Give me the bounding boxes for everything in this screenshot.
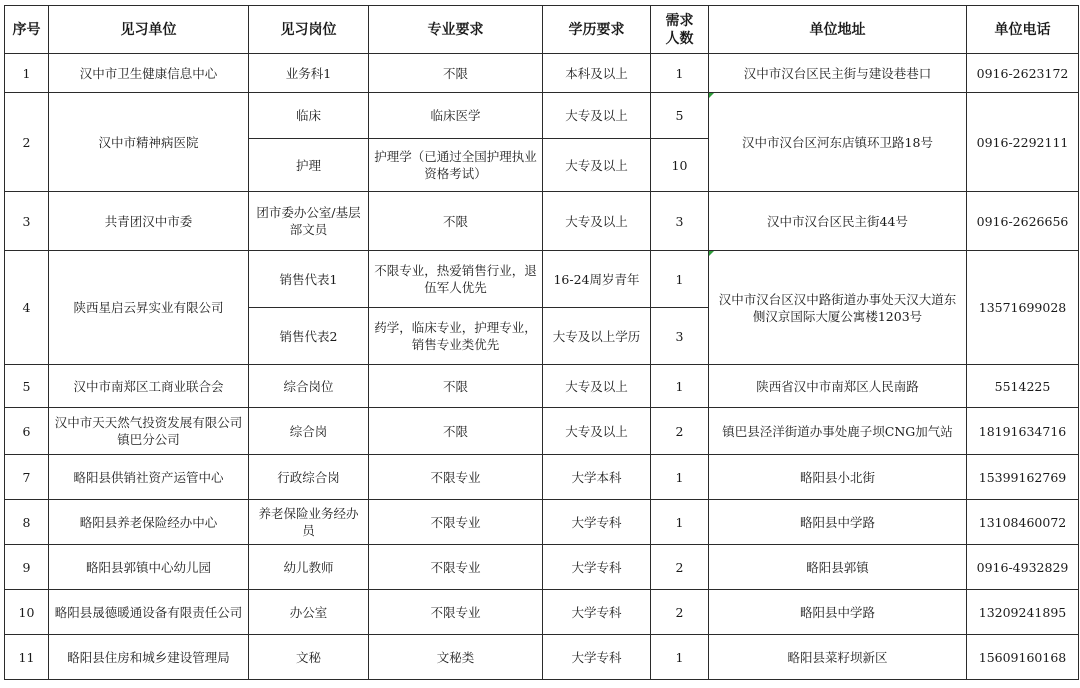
cell-major: 不限专业: [369, 455, 543, 500]
col-header-count: 需求人数: [651, 6, 709, 54]
cell-post: 销售代表1: [249, 251, 369, 308]
cell-no: 7: [5, 455, 49, 500]
cell-post: 团市委办公室/基层部文员: [249, 192, 369, 251]
cell-unit: 汉中市南郑区工商业联合会: [49, 365, 249, 408]
col-header-major: 专业要求: [369, 6, 543, 54]
cell-major: 文秘类: [369, 635, 543, 680]
cell-phone: 13108460072: [967, 500, 1079, 545]
cell-count: 3: [651, 192, 709, 251]
cell-count: 5: [651, 93, 709, 139]
cell-address: 汉中市汉台区民主街44号: [709, 192, 967, 251]
cell-post: 行政综合岗: [249, 455, 369, 500]
cell-phone: 0916-2626656: [967, 192, 1079, 251]
cell-major: 不限: [369, 192, 543, 251]
cell-address: 陕西省汉中市南郑区人民南路: [709, 365, 967, 408]
cell-count: 10: [651, 139, 709, 192]
cell-major: 不限专业: [369, 545, 543, 590]
cell-unit: 略阳县住房和城乡建设管理局: [49, 635, 249, 680]
cell-major: 护理学（已通过全国护理执业资格考试）: [369, 139, 543, 192]
cell-count: 2: [651, 408, 709, 455]
cell-major: 不限专业: [369, 500, 543, 545]
cell-address: 汉中市汉台区民主街与建设巷巷口: [709, 54, 967, 93]
table-row: [5, 408, 1079, 455]
cell-count: 1: [651, 455, 709, 500]
cell-post: 业务科1: [249, 54, 369, 93]
cell-phone: 0916-2623172: [967, 54, 1079, 93]
col-header-unit: 见习单位: [49, 6, 249, 54]
col-header-education: 学历要求: [543, 6, 651, 54]
cell-major: 临床医学: [369, 93, 543, 139]
cell-phone: 0916-4932829: [967, 545, 1079, 590]
col-header-no: 序号: [5, 6, 49, 54]
internship-table: [4, 5, 1079, 680]
cell-count: 1: [651, 251, 709, 308]
cell-no: 1: [5, 54, 49, 93]
cell-post: 幼儿教师: [249, 545, 369, 590]
table-row: [5, 455, 1079, 500]
cell-unit: 略阳县养老保险经办中心: [49, 500, 249, 545]
table-row: [5, 93, 1079, 139]
cell-no: 6: [5, 408, 49, 455]
cell-phone: 13209241895: [967, 590, 1079, 635]
cell-post: 综合岗: [249, 408, 369, 455]
cell-education: 大学专科: [543, 500, 651, 545]
col-header-phone: 单位电话: [967, 6, 1079, 54]
cell-post: 护理: [249, 139, 369, 192]
cell-phone: 18191634716: [967, 408, 1079, 455]
cell-education: 大学本科: [543, 455, 651, 500]
cell-phone: 15399162769: [967, 455, 1079, 500]
cell-count: 2: [651, 590, 709, 635]
cell-address: 汉中市汉台区河东店镇环卫路18号: [709, 93, 967, 192]
col-header-address: 单位地址: [709, 6, 967, 54]
cell-education: 大专及以上: [543, 139, 651, 192]
cell-count: 1: [651, 54, 709, 93]
cell-unit: 陕西星启云昇实业有限公司: [49, 251, 249, 365]
header-row: [5, 6, 1079, 54]
cell-count: 1: [651, 500, 709, 545]
cell-education: 大专及以上: [543, 93, 651, 139]
cell-major: 不限: [369, 408, 543, 455]
cell-unit: 略阳县郭镇中心幼儿园: [49, 545, 249, 590]
cell-education: 大专及以上: [543, 192, 651, 251]
cell-education: 大学专科: [543, 635, 651, 680]
cell-post: 养老保险业务经办员: [249, 500, 369, 545]
table-row: [5, 635, 1079, 680]
cell-post: 销售代表2: [249, 308, 369, 365]
cell-unit: 汉中市卫生健康信息中心: [49, 54, 249, 93]
cell-major: 不限专业，热爱销售行业，退伍军人优先: [369, 251, 543, 308]
cell-unit: 汉中市天天然气投资发展有限公司镇巴分公司: [49, 408, 249, 455]
cell-education: 大学专科: [543, 545, 651, 590]
cell-count: 2: [651, 545, 709, 590]
cell-major: 不限专业: [369, 590, 543, 635]
cell-unit: 汉中市精神病医院: [49, 93, 249, 192]
table-row: [5, 365, 1079, 408]
col-header-post: 见习岗位: [249, 6, 369, 54]
cell-education: 大专及以上: [543, 365, 651, 408]
cell-no: 5: [5, 365, 49, 408]
cell-no: 9: [5, 545, 49, 590]
cell-post: 临床: [249, 93, 369, 139]
cell-count: 3: [651, 308, 709, 365]
cell-address: 汉中市汉台区汉中路街道办事处天汉大道东侧汉京国际大厦公寓楼1203号: [709, 251, 967, 365]
cell-phone: 15609160168: [967, 635, 1079, 680]
cell-education: 16-24周岁青年: [543, 251, 651, 308]
cell-phone: 0916-2292111: [967, 93, 1079, 192]
table-row: [5, 251, 1079, 308]
cell-unit: 略阳县供销社资产运管中心: [49, 455, 249, 500]
cell-count: 1: [651, 365, 709, 408]
cell-no: 8: [5, 500, 49, 545]
cell-address: 略阳县中学路: [709, 590, 967, 635]
cell-no: 10: [5, 590, 49, 635]
table-row: [5, 54, 1079, 93]
cell-post: 综合岗位: [249, 365, 369, 408]
cell-post: 文秘: [249, 635, 369, 680]
table-row: [5, 192, 1079, 251]
table-row: [5, 500, 1079, 545]
table-row: [5, 590, 1079, 635]
cell-no: 3: [5, 192, 49, 251]
cell-no: 2: [5, 93, 49, 192]
cell-address: 略阳县郭镇: [709, 545, 967, 590]
cell-address: 略阳县小北街: [709, 455, 967, 500]
cell-unit: 共青团汉中市委: [49, 192, 249, 251]
cell-phone: 13571699028: [967, 251, 1079, 365]
cell-major: 不限: [369, 54, 543, 93]
table-row: [5, 545, 1079, 590]
cell-no: 11: [5, 635, 49, 680]
cell-address: 略阳县中学路: [709, 500, 967, 545]
cell-major: 不限: [369, 365, 543, 408]
cell-phone: 5514225: [967, 365, 1079, 408]
cell-education: 大专及以上学历: [543, 308, 651, 365]
cell-post: 办公室: [249, 590, 369, 635]
cell-education: 本科及以上: [543, 54, 651, 93]
cell-major: 药学，临床专业，护理专业，销售专业类优先: [369, 308, 543, 365]
cell-address: 镇巴县泾洋街道办事处鹿子坝CNG加气站: [709, 408, 967, 455]
cell-address: 略阳县菜籽坝新区: [709, 635, 967, 680]
cell-education: 大学专科: [543, 590, 651, 635]
cell-no: 4: [5, 251, 49, 365]
cell-education: 大专及以上: [543, 408, 651, 455]
cell-unit: 略阳县晟德暖通设备有限责任公司: [49, 590, 249, 635]
cell-count: 1: [651, 635, 709, 680]
